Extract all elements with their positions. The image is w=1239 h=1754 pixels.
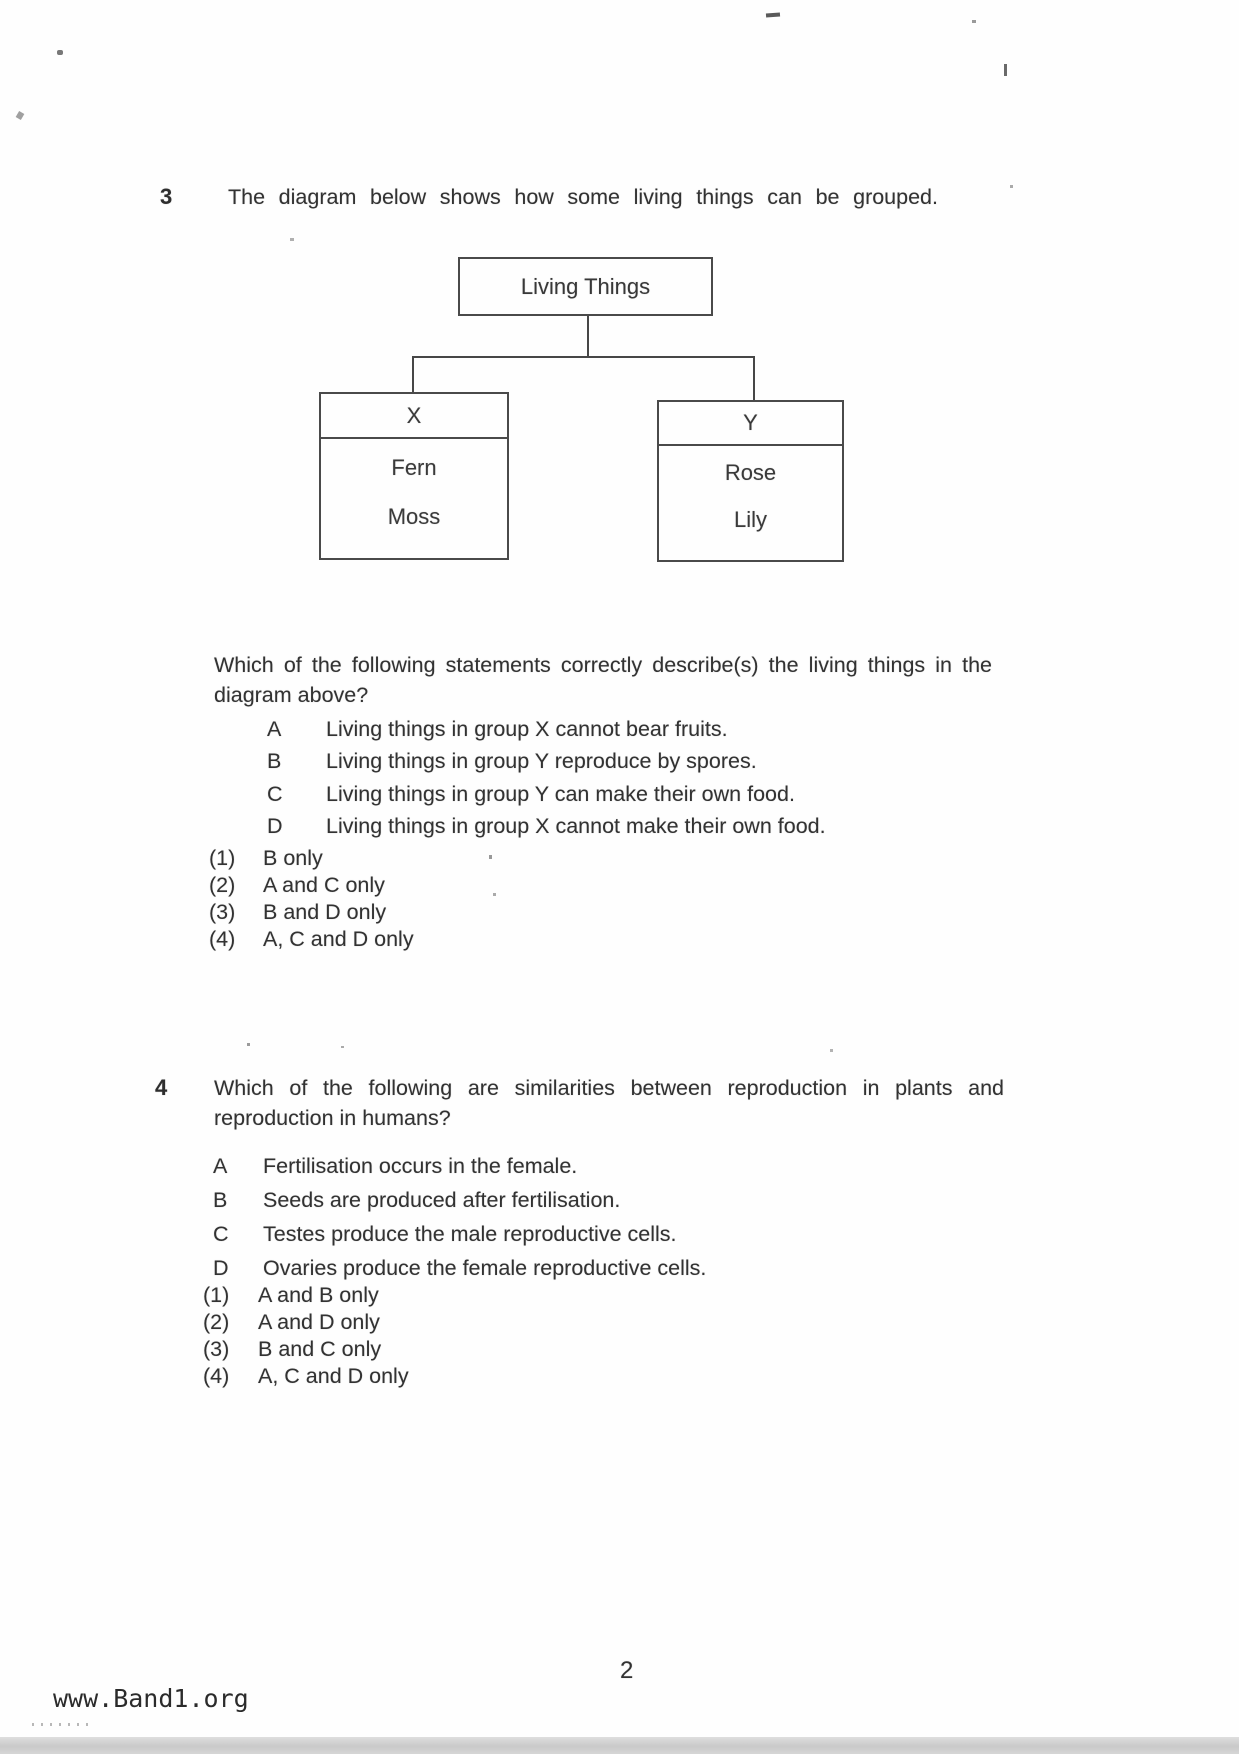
diagram-root-box — [458, 257, 713, 316]
question-3-text-line2: diagram above? — [214, 683, 369, 707]
choice-row — [203, 1336, 381, 1362]
question-4-text-line1: Which of the following are similarities between reproduction in plants and — [214, 1076, 1004, 1100]
choice-number: (1) — [209, 846, 236, 870]
choice-row — [203, 1309, 380, 1335]
question-3-intro: The diagram below shows how some living things can be grouped. — [228, 185, 938, 209]
statement-text: Fertilisation occurs in the female. — [263, 1154, 578, 1178]
statement-row — [267, 716, 728, 742]
statement-row — [213, 1255, 706, 1281]
choice-number: (2) — [209, 873, 236, 897]
group-y-box — [657, 400, 844, 562]
statement-letter: A — [267, 717, 282, 741]
choice-text: A and D only — [258, 1310, 380, 1334]
diagram-root-label: Living Things — [520, 273, 651, 299]
choice-text: A, C and D only — [263, 927, 414, 951]
scan-artifact — [972, 20, 976, 23]
choice-number: (4) — [209, 927, 236, 951]
choice-number: (3) — [209, 900, 236, 924]
choice-row — [203, 1282, 379, 1308]
statement-row — [213, 1187, 620, 1213]
statement-letter: A — [213, 1154, 228, 1178]
choice-row — [209, 926, 414, 952]
statement-row — [267, 781, 795, 807]
scan-edge-strip — [0, 1737, 1239, 1754]
statement-text: Ovaries produce the female reproductive cells. — [263, 1256, 707, 1280]
question-3-number: 3 — [160, 184, 173, 209]
choice-row — [209, 872, 385, 898]
statement-letter: B — [213, 1188, 228, 1212]
statement-text: Living things in group Y reproduce by spores. — [326, 749, 757, 773]
statement-text: Seeds are produced after fertilisation. — [263, 1188, 621, 1212]
choice-number: (2) — [203, 1310, 230, 1334]
choice-row — [209, 845, 323, 871]
statement-text: Living things in group X cannot make their own food. — [326, 814, 826, 838]
group-y-member-1: Rose — [724, 460, 777, 485]
group-x-member-2: Moss — [387, 504, 441, 529]
scan-artifact — [247, 1043, 250, 1046]
group-x-member-1: Fern — [391, 455, 437, 480]
choice-number: (3) — [203, 1337, 230, 1361]
statement-row — [213, 1153, 577, 1179]
scan-artifact — [57, 50, 63, 55]
choice-text: B and C only — [258, 1337, 382, 1361]
question-4-text-line2: reproduction in humans? — [214, 1106, 451, 1130]
tree-connector-horizontal — [412, 356, 755, 358]
choice-row — [209, 899, 386, 925]
group-y-label: Y — [659, 402, 842, 446]
statement-letter: C — [267, 782, 283, 806]
statement-text: Testes produce the male reproductive cells. — [263, 1222, 677, 1246]
scan-artifact — [290, 238, 294, 241]
scan-artifact — [16, 111, 25, 120]
question-4-number: 4 — [155, 1075, 168, 1100]
scan-artifact — [341, 1046, 344, 1048]
choice-number: (1) — [203, 1283, 230, 1307]
group-x-box — [319, 392, 509, 560]
tree-connector-right-drop — [753, 356, 755, 401]
scan-artifact — [1010, 185, 1013, 188]
statement-row — [267, 813, 826, 839]
statement-text: Living things in group Y can make their own food. — [326, 782, 795, 806]
scan-dots — [32, 1723, 94, 1726]
statement-text: Living things in group X cannot bear fruits. — [326, 717, 728, 741]
statement-row — [213, 1221, 677, 1247]
statement-letter: D — [213, 1256, 229, 1280]
tree-connector-left-drop — [412, 356, 414, 393]
choice-text: B only — [263, 846, 323, 870]
statement-letter: C — [213, 1222, 229, 1246]
group-x-label: X — [321, 394, 507, 439]
tree-connector-root-stub — [587, 316, 589, 357]
choice-text: A and B only — [258, 1283, 379, 1307]
choice-text: A and C only — [263, 873, 385, 897]
choice-text: B and D only — [263, 900, 387, 924]
scan-artifact — [766, 13, 780, 18]
scan-artifact — [489, 855, 492, 859]
footer-url: www.Band1.org — [53, 1684, 249, 1713]
statement-letter: D — [267, 814, 283, 838]
choice-text: A, C and D only — [258, 1364, 409, 1388]
choice-row — [203, 1363, 409, 1389]
statement-letter: B — [267, 749, 282, 773]
group-y-member-2: Lily — [733, 507, 767, 532]
question-3-text-line1: Which of the following statements correctly describe(s) the living things in the — [214, 653, 992, 677]
choice-number: (4) — [203, 1364, 230, 1388]
scan-artifact — [493, 893, 496, 896]
scan-artifact — [830, 1049, 833, 1052]
page-number: 2 — [620, 1657, 634, 1684]
scan-artifact — [1004, 64, 1007, 76]
statement-row — [267, 748, 757, 774]
